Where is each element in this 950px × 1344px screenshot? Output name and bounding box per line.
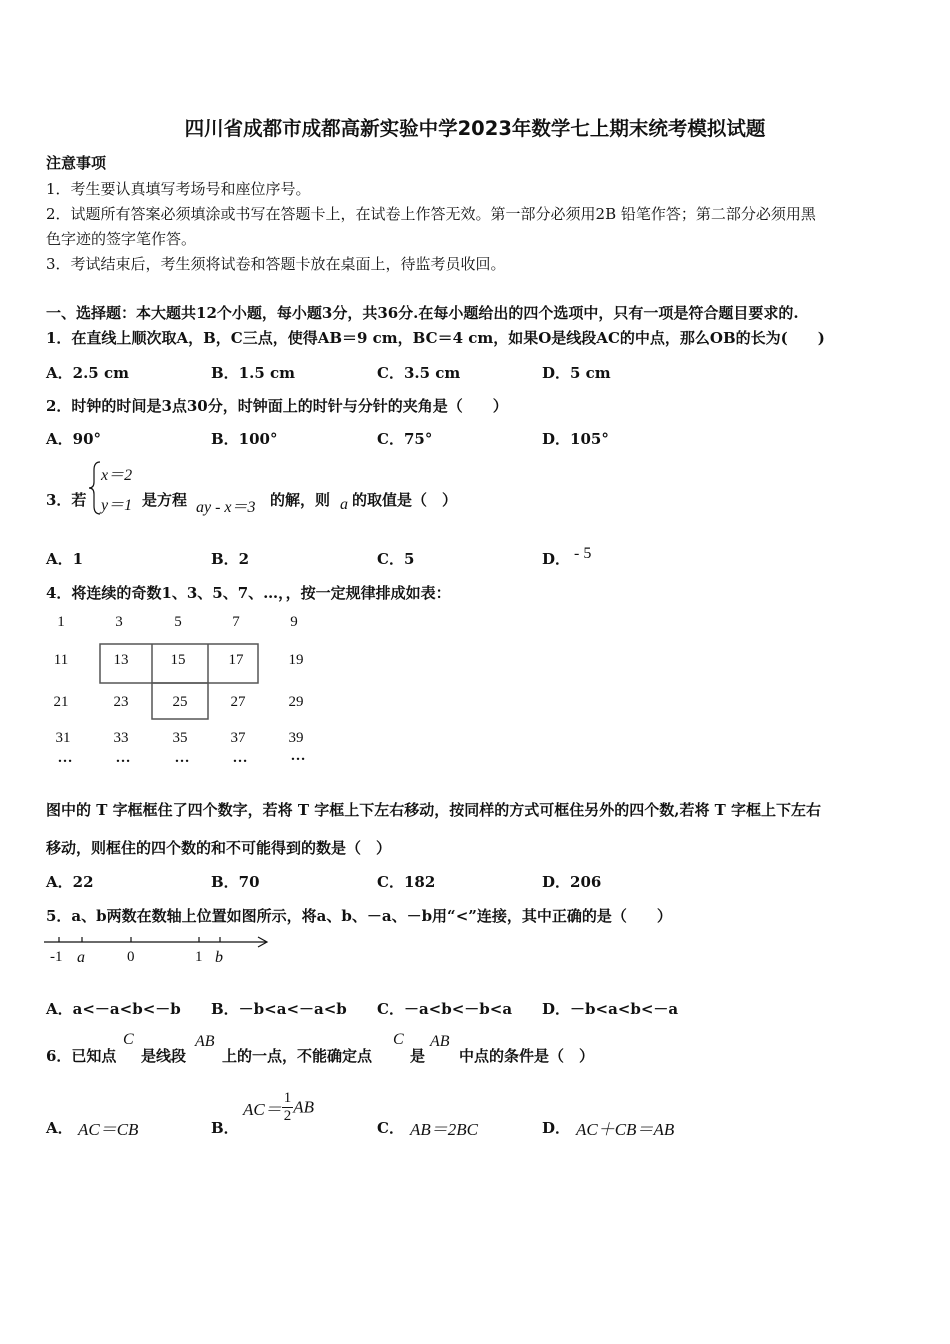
q4-option-b: B．70 [211, 873, 260, 891]
q4-text-1: 图中的 T 字框框住了四个数字，若将 T 字框上下左右移动，按同样的方式可框住另外的四个数,若将 T 字框上下左右 [46, 801, 822, 819]
q2-stem: 2．时钟的时间是3点30分，时钟面上的时针与分针的夹角是（ ） [46, 397, 508, 415]
q3-var: a [340, 496, 348, 513]
q6-point-c-2: C [393, 1031, 404, 1048]
q6-segment-ab: AB [195, 1033, 215, 1050]
fraction [282, 1090, 294, 1125]
table-cell: 27 [230, 694, 246, 710]
q3-mid: 是方程 [142, 491, 188, 509]
axis-label: b [215, 949, 223, 966]
brace-icon [88, 460, 102, 516]
q4-stem: 4．将连续的奇数1、3、5、7、…，，按一定规律排成如表： [46, 584, 451, 602]
q4-text-2: 移动，则框住的四个数的和不可能得到的数是（ ） [46, 839, 392, 857]
table-cell: 21 [53, 694, 69, 710]
axis-label: -1 [50, 949, 63, 965]
table-cell: 33 [113, 730, 129, 746]
notice-heading: 注意事项 [46, 154, 107, 172]
fraction-denominator: 2 [283, 1108, 292, 1124]
q3-eq1: x＝2 [101, 467, 133, 484]
q3-prefix: 3．若 [46, 491, 87, 509]
q3-option-d-value: - 5 [574, 545, 592, 562]
q6-segment-ab-2: AB [430, 1033, 450, 1050]
odd-number-table [40, 610, 330, 770]
notice-item-2: 2．试题所有答案必须填涂或书写在答题卡上，在试卷上作答无效。第一部分必须用2B 铅笔作答；第二部分必须用黑 [46, 205, 816, 223]
table-cell: … [232, 750, 248, 766]
q1-option-a: A．2.5 cm [46, 364, 129, 382]
notice-item-2-cont: 色字迹的签字笔作答。 [46, 230, 197, 248]
q6-option-b-label: B． [211, 1119, 239, 1137]
q6-part-3: 上的一点，不能确定点 [222, 1047, 373, 1065]
q3-option-d: D． [542, 550, 571, 568]
section-heading: 一、选择题：本大题共12个小题，每小题3分，共36分.在每小题给出的四个选项中，只有一项是符合题目要求的. [46, 304, 799, 322]
table-cell: 9 [290, 614, 298, 630]
table-cell: … [290, 748, 306, 764]
q3-option-b: B．2 [211, 550, 250, 568]
q1-stem: 1．在直线上顺次取A，B，C三点，使得AB＝9 cm，BC＝4 cm，如果O是线段AC的中点，那么OB的长为( ) [46, 329, 825, 347]
table-cell: 35 [172, 730, 188, 746]
table-cell: 39 [288, 730, 304, 746]
q3-mid2: 的解，则 [270, 491, 331, 509]
axis-label: 1 [195, 949, 203, 965]
table-cell: 1 [57, 614, 65, 630]
table-cell: … [115, 750, 131, 766]
table-cell: 5 [174, 614, 182, 630]
q3-option-c: C．5 [377, 550, 415, 568]
q3-option-a: A．1 [46, 550, 84, 568]
q6-option-c-label: C． [377, 1119, 404, 1137]
notice-item-3: 3．考试结束后，考生须将试卷和答题卡放在桌面上，待监考员收回。 [46, 255, 506, 273]
q5-option-d: D．－b<a<b<－a [542, 1000, 679, 1018]
table-cell: 25 [172, 694, 188, 710]
q1-option-c: C．3.5 cm [377, 364, 461, 382]
q6-part-1: 6．已知点 [46, 1047, 117, 1065]
table-cell: 15 [170, 652, 186, 668]
table-cell: 7 [232, 614, 240, 630]
table-cell: 29 [288, 694, 304, 710]
q5-option-c: C．－a<b<－b<a [377, 1000, 513, 1018]
q6-part-4: 是 [410, 1047, 426, 1065]
table-cell: 31 [55, 730, 71, 746]
q6-part-5: 中点的条件是（ ） [459, 1047, 595, 1065]
table-cell: 19 [288, 652, 304, 668]
table-cell: 23 [113, 694, 129, 710]
table-cell: … [174, 750, 190, 766]
q6-option-b-left: AC＝ [243, 1100, 282, 1119]
table-cell: 37 [230, 730, 246, 746]
q3-equation: ay - x＝3 [196, 499, 256, 516]
q2-option-b: B．100° [211, 430, 278, 448]
q1-option-b: B．1.5 cm [211, 364, 296, 382]
q4-option-d: D．206 [542, 873, 602, 891]
q5-option-a: A．a<－a<b<－b [46, 1000, 181, 1018]
q6-option-b-expr [243, 1090, 314, 1140]
q2-option-c: C．75° [377, 430, 433, 448]
q1-option-d: D．5 cm [542, 364, 611, 382]
q4-option-a: A．22 [46, 873, 94, 891]
q2-option-a: A．90° [46, 430, 102, 448]
q6-option-d-expr: AC＋CB＝AB [576, 1120, 675, 1139]
q6-option-b-right: AB [293, 1097, 315, 1117]
q6-option-a-expr: AC＝CB [78, 1120, 139, 1139]
table-cell: 3 [115, 614, 123, 630]
q2-option-d: D．105° [542, 430, 609, 448]
q5-option-b: B．－b<a<－a<b [211, 1000, 347, 1018]
fraction-numerator: 1 [283, 1090, 292, 1106]
q6-point-c: C [123, 1031, 134, 1048]
page-title: 四川省成都市成都高新实验中学2023年数学七上期末统考模拟试题 [184, 117, 766, 140]
q4-option-c: C．182 [377, 873, 436, 891]
table-cell: 13 [113, 652, 129, 668]
q3-suffix: 的取值是（ ） [352, 491, 458, 509]
table-cell: 17 [228, 652, 244, 668]
notice-item-1: 1．考生要认真填写考场号和座位序号。 [46, 180, 311, 198]
axis-label: a [77, 949, 85, 966]
axis-label: 0 [127, 949, 135, 965]
table-cell: 11 [53, 652, 69, 668]
q5-stem: 5．a、b两数在数轴上位置如图所示，将a、b、－a、－b用“<”连接，其中正确的是（ ） [46, 907, 672, 925]
q6-option-d-label: D． [542, 1119, 571, 1137]
q3-eq2: y＝1 [101, 497, 133, 514]
table-cell: … [57, 750, 73, 766]
q6-option-c-expr: AB＝2BC [410, 1120, 478, 1139]
q6-part-2: 是线段 [141, 1047, 187, 1065]
q6-option-a-label: A． [46, 1119, 73, 1137]
